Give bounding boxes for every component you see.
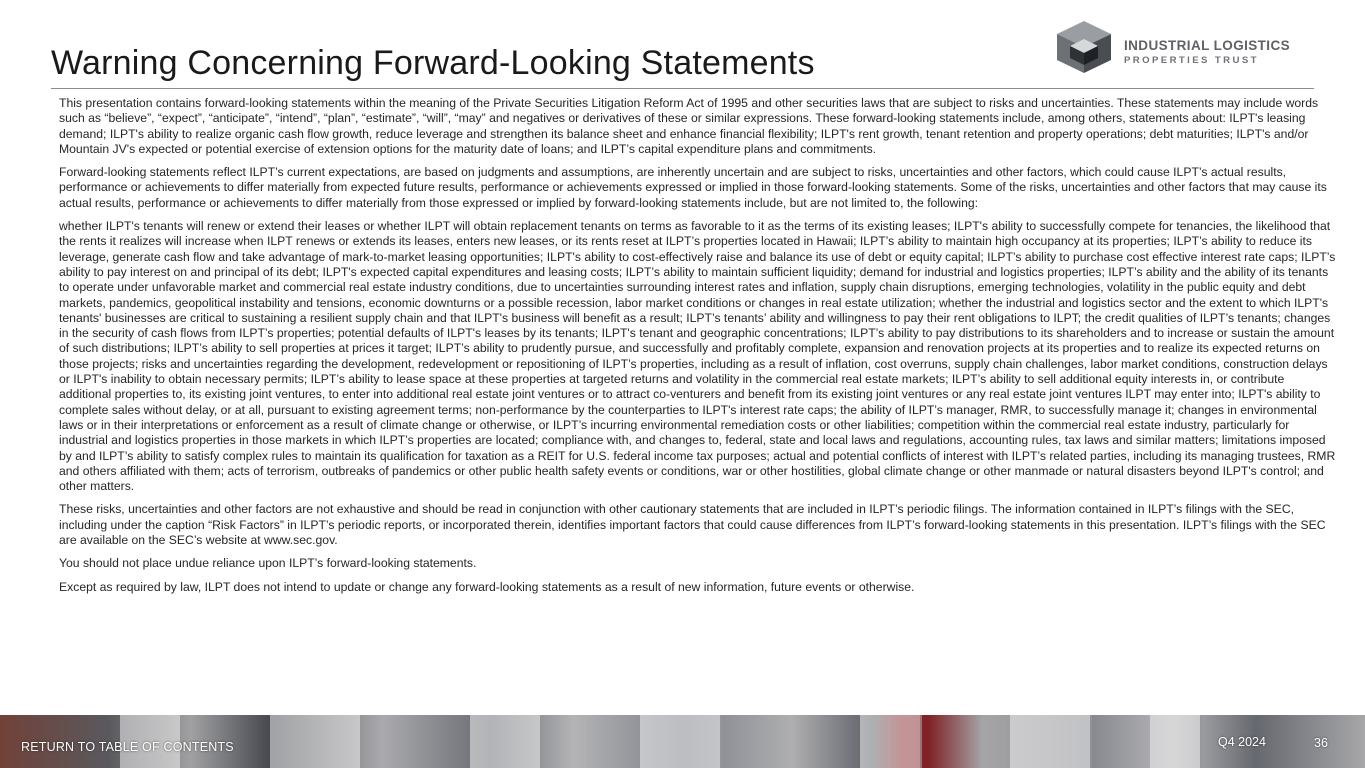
paragraph-other-risks: These risks, uncertainties and other factors are not exhaustive and should be read in conjunction with other cautionary statements that are included in ILPT’s periodic filings. The information contained in ILPT’s filings with the SEC, including under the caption “Risk Factors” in ILPT’s periodic reports, or incorporated therein, identifies important factors that could cause differences from ILPT’s forward-looking statements in this presentation. ILPT’s filings with the SEC are available on the SEC’s website at www.sec.gov.	[59, 502, 1326, 548]
paragraph-no-update: Except as required by law, ILPT does not intend to update or change any forward-looking statements as a result of new information, future events or otherwise.	[59, 579, 915, 594]
paragraph-reliance: You should not place undue reliance upon ILPT’s forward-looking statements.	[59, 556, 477, 571]
logo-text-primary: INDUSTRIAL LOGISTICS	[1124, 38, 1291, 53]
trailer-image	[860, 715, 922, 768]
footer-banner	[0, 715, 1365, 768]
title-divider	[51, 88, 1314, 89]
trailer-image	[1150, 715, 1202, 768]
return-to-contents-link[interactable]: RETURN TO TABLE OF CONTENTS	[21, 740, 234, 754]
trailer-image	[1010, 715, 1092, 768]
disclaimer-body	[59, 96, 1337, 603]
page-number: 36	[1314, 736, 1328, 750]
trailer-image	[640, 715, 722, 768]
paragraph-risk-list: whether ILPT's tenants will renew or extend their leases or whether ILPT will obtain replacement tenants on terms as favorable to it as the terms of its existing leases; ILPT's ability to successfully compete for tenancies, the likelihood that the rents it realizes will increase when ILPT renews or extends its leases, enters new leases, or its rents reset at ILPT’s properties located in Hawaii; ILPT’s ability to maintain high occupancy at its properties; ILPT’s ability to reduce its leverage, generate cash flow and take advantage of mark-to-market leasing opportunities; ILPT's ability to cost-effectively raise and balance its use of debt or equity capital; ILPT’s ability to purchase cost effective interest rate caps; ILPT’s ability to pay interest on and principal of its debt; ILPT's expected capital expenditures and leasing costs; ILPT’s ability to maintain sufficient liquidity; demand for industrial and logistics properties; ILPT’s ability and the ability of its tenants to operate under unfavorable market and commercial real estate industry conditions, due to uncertainties surrounding interest rates and inflation, supply chain disruptions, emerging technologies, volatility in the public equity and debt markets, pandemics, geopolitical instability and tensions, economic downturns or a possible recession, labor market conditions or changes in real estate utilization; whether the industrial and logistics sector and the extent to which ILPT's tenants' businesses are critical to sustaining a resilient supply chain and that ILPT's business will benefit as a result; ILPT’s tenants’ ability and willingness to pay their rent obligations to ILPT; the credit qualities of ILPT’s tenants; changes in the security of cash flows from ILPT’s properties; potential defaults of ILPT's leases by its tenants; ILPT's tenant and geographic concentrations; ILPT’s ability to pay distributions to its shareholders and to increase or sustain the amount of such distributions; ILPT’s ability to sell properties at prices it target; ILPT’s ability to prudently pursue, and successfully and profitably complete, expansion and renovation projects at its properties and to realize its expected returns on those projects; risks and uncertainties regarding the development, redevelopment or repositioning of ILPT’s properties, including as a result of inflation, cost overruns, supply chain challenges, labor market conditions, construction delays or ILPT's inability to obtain necessary permits; ILPT’s ability to lease space at these properties at targeted returns and volatility in the commercial real estate markets; ILPT’s ability to sell additional equity interests in, or contribute additional properties to, its existing joint ventures, to enter into additional real estate joint ventures or to attract co-venturers and benefit from its existing joint ventures or any real estate joint ventures ILPT may enter into; ILPT's ability to complete sales without delay, or at all, pursuant to existing agreement terms; non-performance by the counterparties to ILPT's interest rate caps; the ability of ILPT’s manager, RMR, to successfully manage it; changes in environmental laws or in their interpretations or enforcement as a result of climate change or otherwise, or ILPT’s incurring environmental remediation costs or other liabilities; competition within the commercial real estate industry, particularly for industrial and logistics properties in those markets in which ILPT’s properties are located; compliance with, and changes to, federal, state and local laws and regulations, accounting rules, tax laws and similar matters; limitations imposed by and ILPT’s ability to satisfy complex rules to maintain its qualification for taxation as a REIT for U.S. federal income tax purposes; actual and potential conflicts of interest with ILPT’s related parties, including its managing trustees, RMR and others affiliated with them; acts of terrorism, outbreaks of pandemics or other public health safety events or conditions, war or other hostilities, global climate change or other manmade or natural disasters beyond ILPT's control; and other matters.	[59, 219, 1336, 494]
page-title: Warning Concerning Forward-Looking Statements	[51, 44, 815, 82]
company-logo	[1054, 19, 1324, 75]
report-period: Q4 2024	[1218, 735, 1266, 749]
paragraph-expectations: Forward-looking statements reflect ILPT’s current expectations, are based on judgments and assumptions, are inherently uncertain and are subject to risks, uncertainties and other factors, which could cause ILPT’s actual results, performance or achievements to differ materially from expected future results, performance or achievements expressed or implied in those forward-looking statements. Some of the risks, uncertainties and other factors that may cause its actual results, performance or achievements to differ materially from those expressed or implied by forward-looking statements include, but are not limited to, the following:	[59, 165, 1327, 210]
trailer-image	[270, 715, 362, 768]
logo-text-secondary: PROPERTIES TRUST	[1124, 55, 1259, 66]
paragraph-intro: This presentation contains forward-looking statements within the meaning of the Private Securities Litigation Reform Act of 1995 and other securities laws that are subject to risks and uncertainties. These statements may include words such as “believe”, “expect”, “anticipate”, “intend”, “plan”, “estimate”, “will”, “may” and negatives or derivatives of these or similar expressions. These forward-looking statements include, among others, statements about: ILPT's leasing demand; ILPT's ability to realize organic cash flow growth, reduce leverage and strengthen its balance sheet and enhance financial flexibility; ILPT's rent growth, tenant retention and property operations; debt maturities; ILPT's and/or Mountain JV's expected or potential exercise of extension options for the maturity date of loans; and ILPT’s capital expenditure plans and commitments.	[59, 96, 1319, 156]
trailer-image	[470, 715, 542, 768]
hexagon-cube-icon	[1054, 19, 1114, 75]
